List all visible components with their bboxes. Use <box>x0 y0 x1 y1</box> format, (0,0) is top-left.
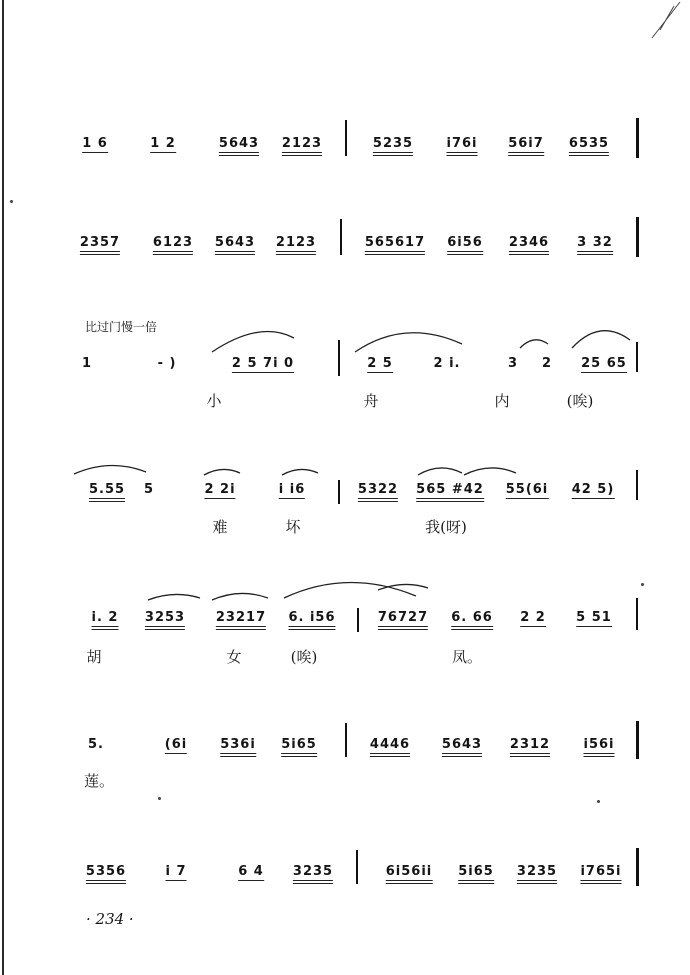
note-group: 1 6 <box>82 136 108 151</box>
note-group: i. 2 <box>92 610 119 630</box>
note-group: (6i <box>164 737 188 752</box>
slur <box>148 594 200 600</box>
note-group: 56i7 <box>508 136 544 156</box>
slur <box>282 469 318 475</box>
note-group: 2357 <box>80 235 120 255</box>
tempo-marking: 比过门慢一倍 <box>85 320 158 334</box>
slur <box>204 469 240 475</box>
note-group: 5.55 <box>89 482 125 502</box>
note-group: 23217 <box>216 610 266 630</box>
note-group: i765i <box>580 864 621 884</box>
note-group: 5i65 <box>281 737 317 757</box>
note-group: 25 65 <box>581 356 627 371</box>
note-group: 5235 <box>373 136 413 156</box>
lyric-syllable: (唉) <box>290 648 318 666</box>
lyric-syllable: 胡 <box>86 648 102 666</box>
note-group: 565 #42 <box>416 482 484 502</box>
lyric-syllable: 女 <box>226 648 242 666</box>
note-group: - ) <box>157 356 177 371</box>
note-group: 5 51 <box>576 610 612 625</box>
slur <box>212 593 268 600</box>
note-group: 6123 <box>153 235 193 255</box>
note-group: 5322 <box>358 482 398 502</box>
slur <box>572 331 630 348</box>
note-group: 3 32 <box>577 235 613 255</box>
note-group: 5643 <box>215 235 255 255</box>
note-group: 536i <box>220 737 256 757</box>
note-group: 2 5 <box>367 356 393 371</box>
lyric-syllable: 内 <box>494 392 510 410</box>
note-group: i56i <box>583 737 614 757</box>
note-group: 5. <box>88 737 104 752</box>
note-group: 3235 <box>293 864 333 884</box>
note-group: 5643 <box>219 136 259 156</box>
lyric-syllable: 小 <box>206 392 222 410</box>
note-group: 2 i. <box>433 356 461 371</box>
note-group: 5356 <box>86 864 126 884</box>
note-group: 2 <box>541 356 553 371</box>
note-group: 55(6i <box>505 482 549 497</box>
note-group: 4446 <box>370 737 410 757</box>
note-group: 5i65 <box>458 864 494 884</box>
lyric-syllable: 凤。 <box>451 648 483 666</box>
note-group: 565617 <box>365 235 425 255</box>
note-group: 42 5) <box>571 482 615 497</box>
note-group: 76727 <box>378 610 428 630</box>
slur <box>355 333 462 352</box>
note-group: 2123 <box>282 136 322 156</box>
note-group: 6 4 <box>238 864 264 879</box>
slur <box>212 332 294 352</box>
note-group: 3235 <box>517 864 557 884</box>
note-group: 3253 <box>145 610 185 630</box>
lyric-syllable: (唉) <box>566 392 594 410</box>
note-group: 3 <box>507 356 519 371</box>
lyric-syllable: 难 <box>212 518 228 536</box>
note-group: i76i <box>446 136 477 156</box>
note-group: 6535 <box>569 136 609 156</box>
note-group: 2 5 7i 0 <box>231 356 295 371</box>
lyric-syllable: 坏 <box>285 518 301 536</box>
note-group: i 7 <box>165 864 187 879</box>
slur <box>464 468 516 475</box>
slur <box>520 340 548 348</box>
note-group: 2312 <box>510 737 550 757</box>
slur <box>418 468 462 475</box>
note-group: 6. i56 <box>288 610 335 630</box>
note-group: 1 2 <box>150 136 176 151</box>
note-group: 2346 <box>509 235 549 255</box>
slur <box>378 584 428 590</box>
lyric-syllable: 舟 <box>363 392 379 410</box>
note-group: 2123 <box>276 235 316 255</box>
slur <box>74 465 146 474</box>
note-group: 6i56 <box>447 235 483 255</box>
note-group: 6i56ii <box>386 864 433 884</box>
note-group: 5 <box>143 482 155 497</box>
lyric-syllable: 我(呀) <box>425 518 467 536</box>
note-group: 1 <box>81 356 93 371</box>
note-group: 2 2 <box>520 610 546 625</box>
note-group: 2 2i <box>204 482 236 497</box>
page-number: · 234 · <box>86 910 134 928</box>
note-group: 5643 <box>442 737 482 757</box>
note-group: i i6 <box>278 482 306 497</box>
note-group: 6. 66 <box>451 610 493 630</box>
lyric-syllable: 莲。 <box>83 772 115 790</box>
